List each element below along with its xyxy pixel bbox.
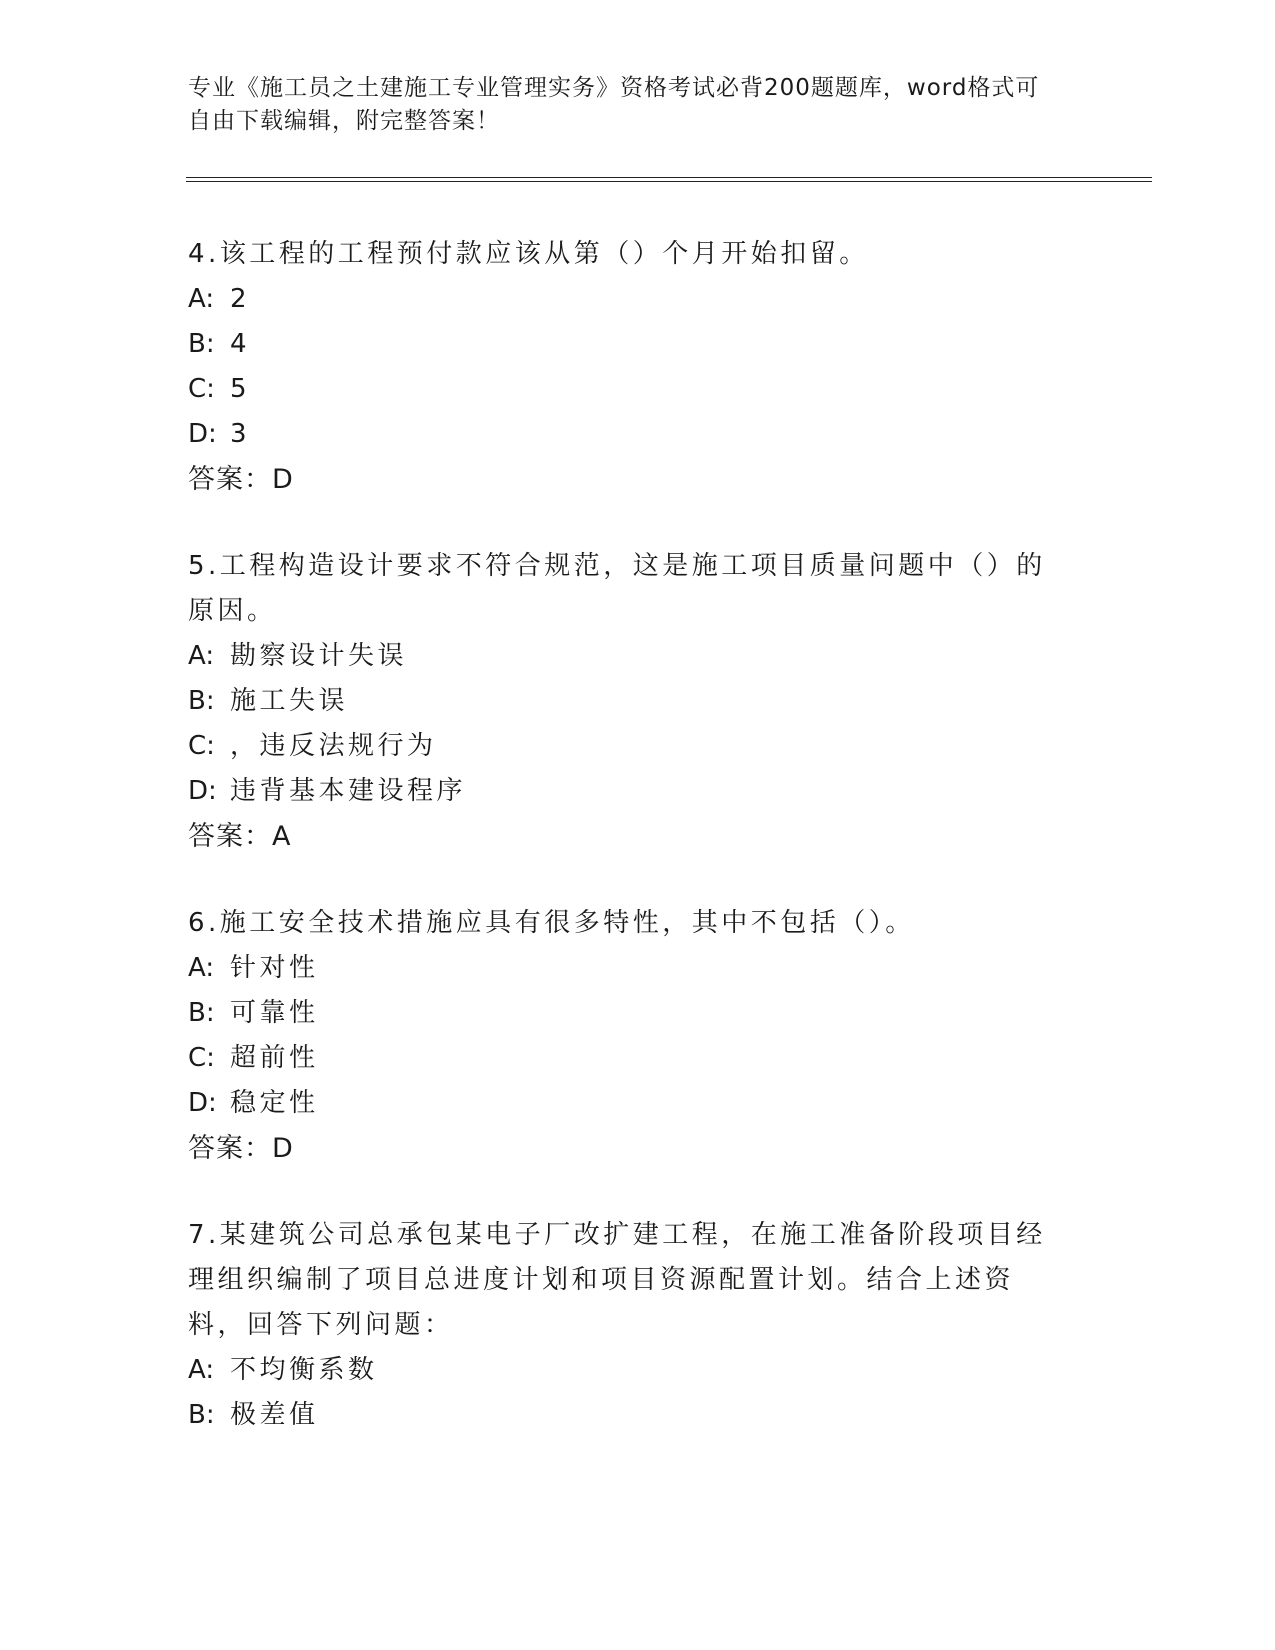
option-text: 5: [230, 374, 251, 404]
question-stem: 7.某建筑公司总承包某电子厂改扩建工程，在施工准备阶段项目经理组织编制了项目总进度计划和项目资源配置计划。结合上述资料，回答下列问题：: [188, 1220, 1046, 1340]
header-divider-bottom: [186, 181, 1152, 182]
option-key: C:: [188, 1043, 215, 1073]
option-text: ，违反法规行为: [230, 731, 437, 761]
option-key: A:: [188, 284, 215, 314]
option-a: [188, 946, 1068, 991]
option-b: [188, 322, 1068, 367]
option-key: A:: [188, 953, 215, 983]
option-text: 2: [230, 284, 251, 314]
header-line-2: 自由下载编辑，附完整答案！: [188, 108, 500, 134]
header-line-1: 专业《施工员之土建施工专业管理实务》资格考试必背200题题库，word格式可: [188, 75, 1040, 101]
option-d: [188, 1081, 1068, 1126]
option-d: [188, 769, 1068, 814]
document-header: [188, 72, 1088, 138]
answer-line: 答案：D: [188, 1133, 294, 1164]
question-6: [188, 901, 1068, 1171]
option-c: [188, 367, 1068, 412]
option-key: A:: [188, 641, 215, 671]
header-divider-top: [186, 177, 1152, 178]
option-text: 不均衡系数: [230, 1355, 378, 1385]
option-key: A:: [188, 1355, 215, 1385]
option-text: 违背基本建设程序: [230, 776, 467, 806]
option-key: C:: [188, 374, 215, 404]
question-stem: 4.该工程的工程预付款应该从第（）个月开始扣留。: [188, 239, 869, 269]
option-key: B:: [188, 998, 215, 1028]
option-b: [188, 1393, 1068, 1438]
question-stem: 6.施工安全技术措施应具有很多特性，其中不包括（）。: [188, 908, 915, 938]
question-7: [188, 1213, 1068, 1438]
option-key: D:: [188, 776, 217, 806]
option-key: D:: [188, 1088, 217, 1118]
option-text: 针对性: [230, 953, 319, 983]
option-c: [188, 724, 1068, 769]
option-a: [188, 1348, 1068, 1393]
answer-line: 答案：A: [188, 821, 292, 852]
question-stem: 5.工程构造设计要求不符合规范，这是施工项目质量问题中（）的原因。: [188, 551, 1046, 626]
option-b: [188, 679, 1068, 724]
option-d: [188, 412, 1068, 457]
option-key: D:: [188, 419, 217, 449]
option-text: 3: [230, 419, 251, 449]
option-text: 稳定性: [230, 1088, 319, 1118]
option-a: [188, 634, 1068, 679]
question-5: [188, 544, 1068, 859]
option-b: [188, 991, 1068, 1036]
option-a: [188, 277, 1068, 322]
question-4: [188, 232, 1068, 502]
answer-line: 答案：D: [188, 464, 294, 495]
option-text: 勘察设计失误: [230, 641, 408, 671]
option-key: B:: [188, 686, 215, 716]
option-text: 施工失误: [230, 686, 349, 716]
option-text: 4: [230, 329, 251, 359]
option-key: B:: [188, 1400, 215, 1430]
option-key: C:: [188, 731, 215, 761]
option-text: 超前性: [230, 1043, 319, 1073]
option-text: 极差值: [230, 1400, 319, 1430]
option-text: 可靠性: [230, 998, 319, 1028]
option-c: [188, 1036, 1068, 1081]
question-list: [188, 232, 1068, 1438]
option-key: B:: [188, 329, 215, 359]
